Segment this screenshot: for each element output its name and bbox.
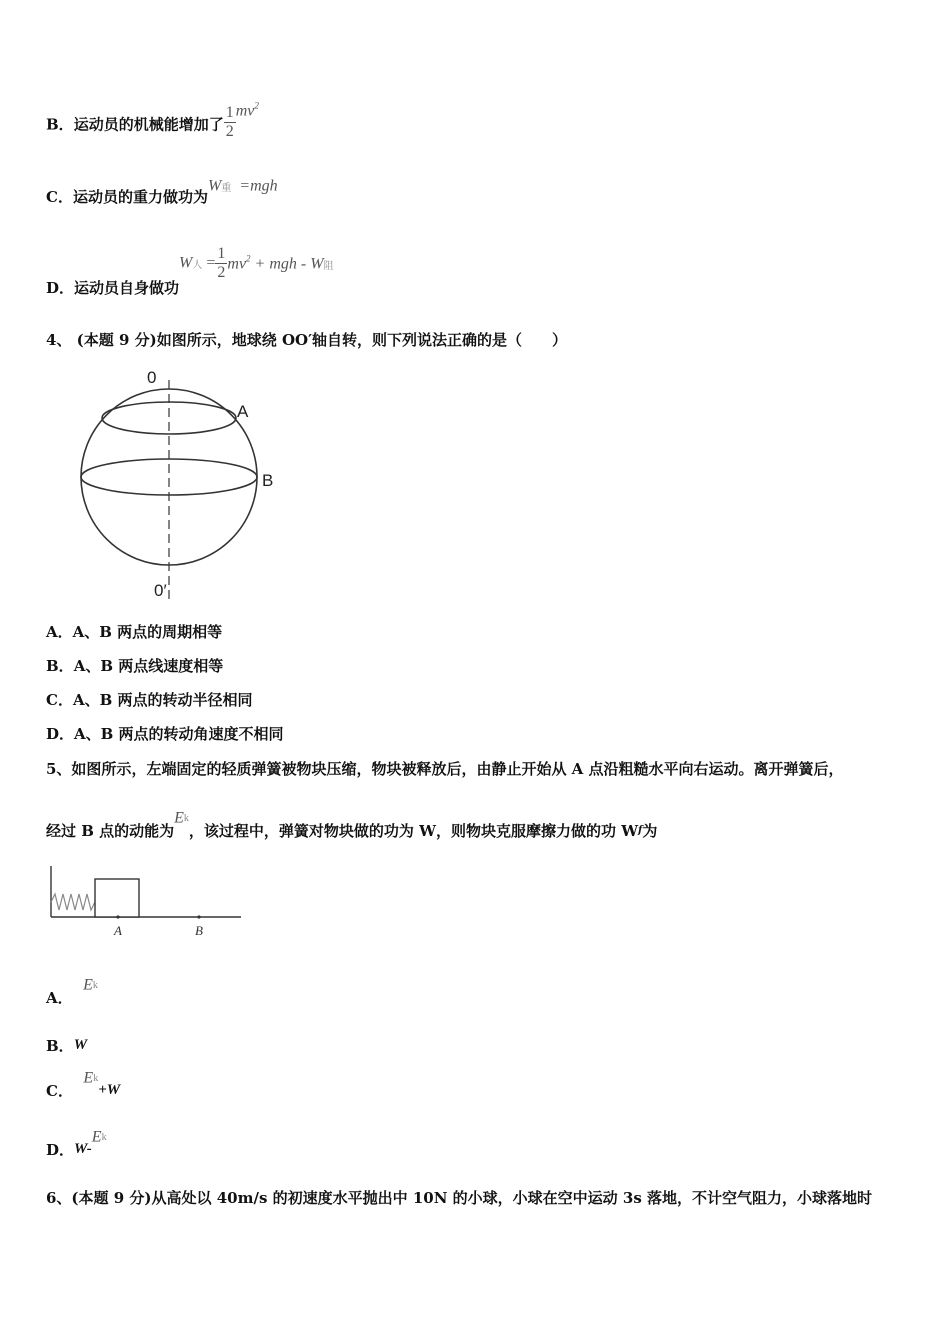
option-label: D． <box>46 1141 75 1159</box>
formula-w: W <box>207 177 222 195</box>
formula-sup: 2 <box>246 253 251 264</box>
formula-eq: = <box>206 254 216 272</box>
ek-e: E <box>83 1069 94 1087</box>
option-text: 运动员的重力做功为 <box>72 188 208 206</box>
label-a: A <box>114 923 122 938</box>
point-b-dot <box>197 915 200 918</box>
formula-expr2: + mgh - W <box>254 255 324 273</box>
option-suffix: +W <box>98 1082 121 1098</box>
ek-sub: k <box>92 980 98 992</box>
fraction <box>215 245 227 282</box>
q4-option-c <box>46 689 253 710</box>
option-text: W <box>73 1037 88 1053</box>
formula-sub: 人 <box>192 260 203 272</box>
ek-sub: k <box>101 1132 107 1144</box>
option-label: D． <box>46 279 75 297</box>
formula-sup: 2 <box>254 100 259 111</box>
stem-text-c: 为 <box>642 822 658 840</box>
formula-expr1: mv <box>227 255 247 273</box>
ek-symbol <box>83 1069 98 1086</box>
wf-sub: f <box>638 825 643 836</box>
q5-option-d <box>46 1127 107 1159</box>
q4-option-b <box>46 655 223 676</box>
q5-option-b <box>46 1035 87 1056</box>
option-text: A、B 两点的转动半径相同 <box>72 691 253 709</box>
q3-option-b <box>46 100 259 141</box>
label-b: B <box>262 471 274 490</box>
q3-option-d <box>46 245 334 297</box>
formula-expr: =mgh <box>239 177 278 195</box>
point-a-dot <box>116 915 119 918</box>
stem-text-a: 经过 B 点的动能为 <box>46 822 175 840</box>
q5-stem-line1: 5、如图所示，左端固定的轻质弹簧被物块压缩，物块被释放后，由静止开始从 A 点沿粗糙水平向右运动。离开弹簧后， <box>46 760 844 778</box>
option-text: 运动员的机械能增加了 <box>73 115 224 134</box>
option-label: B． <box>46 657 74 675</box>
formula-expr: mv <box>235 101 255 119</box>
ek-symbol <box>174 809 189 826</box>
formula-sub2: 阻 <box>323 260 334 272</box>
option-label: C． <box>46 188 73 206</box>
option-label: B． <box>46 1037 74 1055</box>
option-label: B． <box>46 115 74 134</box>
fraction <box>224 104 236 141</box>
formula <box>208 177 278 194</box>
ek-sub: k <box>93 1073 99 1085</box>
option-text: 运动员自身做功 <box>74 279 180 297</box>
q5-option-c <box>46 1068 121 1100</box>
q4-option-d <box>46 723 284 744</box>
label-top-o: 0 <box>147 368 157 387</box>
option-text: A、B 两点的周期相等 <box>72 623 223 641</box>
formula <box>236 102 259 119</box>
option-label: A． <box>46 623 73 641</box>
option-text: A、B 两点的转动角速度不相同 <box>74 725 284 743</box>
ek-sub: k <box>183 813 189 825</box>
q4-stem: 4、 (本题 9 分)如图所示，地球绕 OO′轴自转，则下列说法正确的是（ ） <box>46 331 568 349</box>
formula <box>179 254 215 271</box>
q5-option-a <box>46 975 98 1007</box>
spring-block-figure <box>46 860 246 940</box>
q6-stem: 6、(本题 9 分)从高处以 40m/s 的初速度水平抛出中 10N 的小球，小球在空中运动 3s 落地，不计空气阻力，小球落地时 <box>46 1189 872 1207</box>
q3-option-c <box>46 177 278 207</box>
option-label: C． <box>46 691 73 709</box>
ek-e: E <box>91 1128 102 1146</box>
earth-rotation-figure <box>70 360 290 605</box>
stem-text-b: ，该过程中，弹簧对物块做的功为 W，则物块克服摩擦力做的功 W <box>188 822 639 840</box>
fraction-numerator: 1 <box>217 245 226 262</box>
block <box>95 879 139 917</box>
ek-symbol <box>92 1128 107 1145</box>
option-label: D． <box>46 725 75 743</box>
option-prefix: W- <box>74 1141 92 1157</box>
fraction-denominator: 2 <box>225 123 234 140</box>
option-label: C． <box>46 1082 73 1100</box>
ek-e: E <box>83 976 93 994</box>
ek-e: E <box>174 809 184 827</box>
formula-w: W <box>179 254 193 272</box>
fraction-numerator: 1 <box>225 104 234 121</box>
formula-rest <box>227 255 333 272</box>
label-a: A <box>237 402 249 421</box>
q5-stem-line2 <box>46 808 658 840</box>
label-b: B <box>195 923 203 938</box>
q4-option-a <box>46 621 222 642</box>
ek-symbol <box>83 976 98 993</box>
label-bottom-o: 0′ <box>154 581 167 600</box>
option-label: A． <box>46 989 73 1007</box>
option-text: A、B 两点线速度相等 <box>73 657 224 675</box>
spring <box>51 894 95 910</box>
fraction-denominator: 2 <box>217 264 226 281</box>
formula-sub: 重 <box>221 183 232 195</box>
